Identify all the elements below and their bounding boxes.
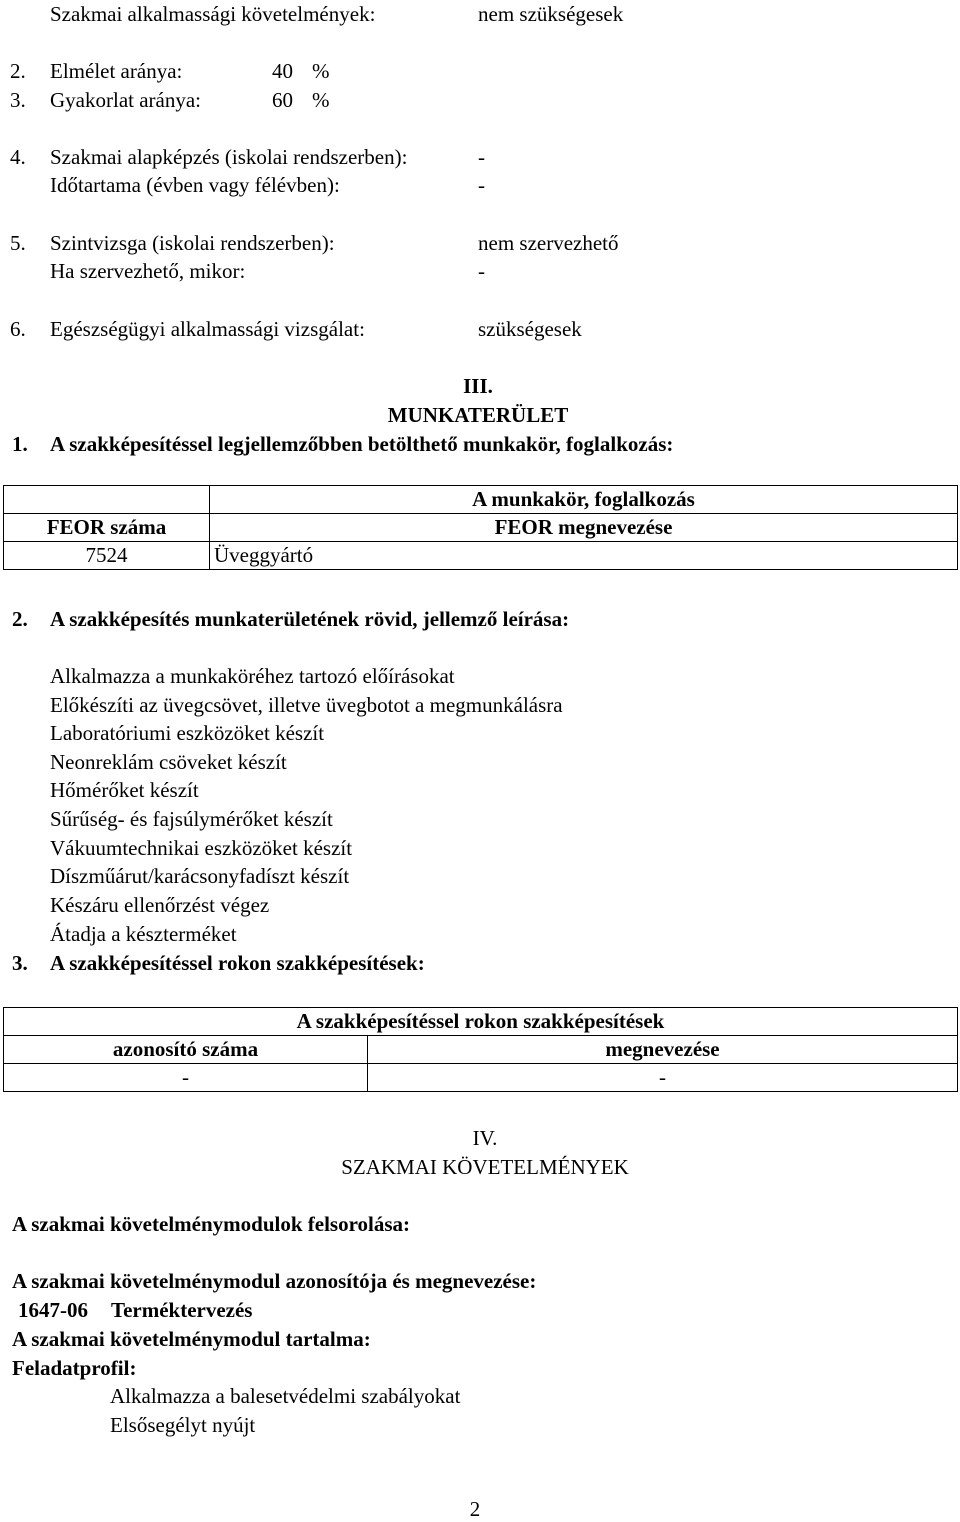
related-table-header: A szakképesítéssel rokon szakképesítések bbox=[4, 1008, 958, 1036]
list-item: Vákuumtechnikai eszközöket készít bbox=[50, 836, 353, 860]
section3-q1-num: 1. bbox=[12, 432, 28, 456]
module-id-heading: A szakmai követelménymodul azonosítója és megnevezése: bbox=[12, 1269, 537, 1293]
list-item: Készáru ellenőrzést végez bbox=[50, 893, 270, 917]
related-table-header-row bbox=[4, 1008, 958, 1036]
related-table-col1-header: azonosító száma bbox=[4, 1036, 368, 1064]
related-qualifications-table bbox=[3, 1007, 958, 1092]
related-id: - bbox=[4, 1064, 368, 1092]
page-number: 2 bbox=[469, 1497, 481, 1521]
req-4-num: 4. bbox=[10, 145, 26, 169]
list-item: Alkalmazza a munkaköréhez tartozó előírásokat bbox=[50, 664, 455, 688]
req-egeszseg-label: Egészségügyi alkalmassági vizsgálat: bbox=[50, 317, 365, 341]
req-szintvizsga-value: nem szervezhető bbox=[478, 231, 619, 255]
occupation-table-group-header: A munkakör, foglalkozás bbox=[210, 486, 958, 514]
module-code: 1647-06 bbox=[18, 1298, 88, 1322]
req-mikor-value: - bbox=[478, 259, 485, 283]
list-item: Hőmérőket készít bbox=[50, 778, 199, 802]
req-egeszseg-value: szükségesek bbox=[478, 317, 582, 341]
req-6-num: 6. bbox=[10, 317, 26, 341]
req-idotartam-label: Időtartama (évben vagy félévben): bbox=[50, 173, 340, 197]
req-elmelet-value: 40 bbox=[272, 59, 293, 83]
list-item: Neonreklám csöveket készít bbox=[50, 750, 287, 774]
table-row bbox=[4, 1064, 958, 1092]
occupation-table-corner bbox=[4, 486, 210, 514]
list-item: Elsősegélyt nyújt bbox=[110, 1413, 256, 1437]
occupation-table-header-row bbox=[4, 514, 958, 542]
list-item: Laboratóriumi eszközöket készít bbox=[50, 721, 325, 745]
req-alkalmassag-label: Szakmai alkalmassági követelmények: bbox=[50, 2, 376, 26]
section3-roman: III. bbox=[463, 374, 493, 398]
req-gyakorlat-unit: % bbox=[312, 88, 330, 112]
req-mikor-label: Ha szervezhető, mikor: bbox=[50, 259, 246, 283]
occupation-table bbox=[3, 485, 958, 570]
req-szintvizsga-label: Szintvizsga (iskolai rendszerben): bbox=[50, 231, 335, 255]
occupation-table-col1-header: FEOR száma bbox=[4, 514, 210, 542]
req-gyakorlat-label: Gyakorlat aránya: bbox=[50, 88, 202, 112]
list-item: Átadja a készterméket bbox=[50, 922, 237, 946]
module-content-heading: A szakmai követelménymodul tartalma: bbox=[12, 1327, 371, 1351]
section3-title: MUNKATERÜLET bbox=[387, 403, 569, 427]
related-table-col2-header: megnevezése bbox=[368, 1036, 958, 1064]
occupation-feor-name: Üveggyártó bbox=[210, 542, 958, 570]
section3-q3-heading: A szakképesítéssel rokon szakképesítések: bbox=[50, 951, 425, 975]
req-gyakorlat-value: 60 bbox=[272, 88, 293, 112]
list-item: Sűrűség- és fajsúlymérőket készít bbox=[50, 807, 333, 831]
section4-title: SZAKMAI KÖVETELMÉNYEK bbox=[341, 1155, 629, 1179]
req-alapkepzes-value: - bbox=[478, 145, 485, 169]
req-5-num: 5. bbox=[10, 231, 26, 255]
req-3-num: 3. bbox=[10, 88, 26, 112]
related-name: - bbox=[368, 1064, 958, 1092]
req-alkalmassag-value: nem szükségesek bbox=[478, 2, 624, 26]
req-elmelet-unit: % bbox=[312, 59, 330, 83]
modules-list-heading: A szakmai követelménymodulok felsorolása: bbox=[12, 1212, 411, 1236]
table-row bbox=[4, 542, 958, 570]
list-item: Díszműárut/karácsonyfadíszt készít bbox=[50, 864, 350, 888]
req-elmelet-label: Elmélet aránya: bbox=[50, 59, 183, 83]
list-item: Előkészíti az üvegcsövet, illetve üvegbotot a megmunkálásra bbox=[50, 693, 563, 717]
section3-q2-num: 2. bbox=[12, 607, 28, 631]
req-alapkepzes-label: Szakmai alapképzés (iskolai rendszerben): bbox=[50, 145, 408, 169]
profile-heading: Feladatprofil: bbox=[12, 1356, 137, 1380]
module-name: Terméktervezés bbox=[111, 1298, 253, 1322]
req-idotartam-value: - bbox=[478, 173, 485, 197]
section3-q1-heading: A szakképesítéssel legjellemzőbben betölthető munkakör, foglalkozás: bbox=[50, 432, 674, 456]
section4-roman: IV. bbox=[472, 1126, 498, 1150]
req-2-num: 2. bbox=[10, 59, 26, 83]
occupation-table-col2-header: FEOR megnevezése bbox=[210, 514, 958, 542]
occupation-table-group-row bbox=[4, 486, 958, 514]
related-table-col-row bbox=[4, 1036, 958, 1064]
section3-q2-heading: A szakképesítés munkaterületének rövid, jellemző leírása: bbox=[50, 607, 570, 631]
section3-q3-num: 3. bbox=[12, 951, 28, 975]
occupation-feor-code: 7524 bbox=[4, 542, 210, 570]
list-item: Alkalmazza a balesetvédelmi szabályokat bbox=[110, 1384, 461, 1408]
